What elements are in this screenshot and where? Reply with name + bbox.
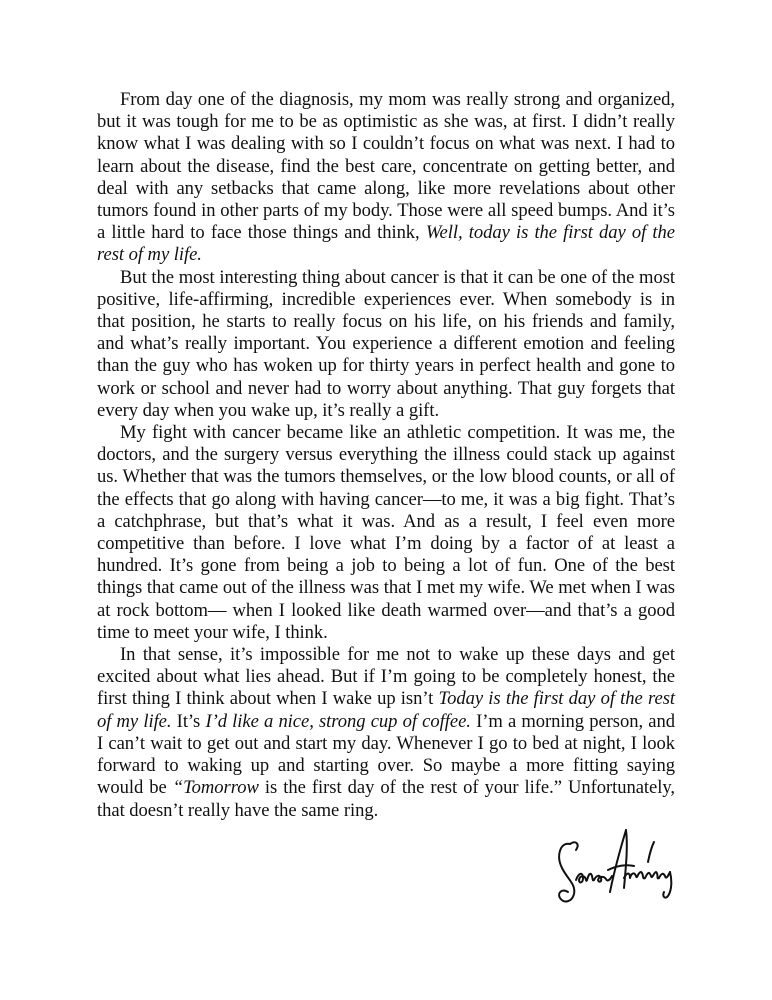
paragraph-4-italic-a: Today is the first day of the rest of my life. <box>97 688 675 732</box>
paragraph-2-text: But the most interesting thing about cancer is that it can be one of the most positive, life-affirming, incredible experiences ever. When somebody is in that position, he starts to really focus on his life, on his friends and family, and what’s really important. You experience a different emotion and feeling than the guy who has woken up for thirty years in perfect health and gone to work or school and never had to worry about anything. That guy forgets that every day when you wake up, it’s really a gift. <box>97 266 675 421</box>
paragraph-1-italic: Well, today is the first day of the rest of my life. <box>97 222 675 266</box>
paragraph-3-text: My fight with cancer became like an athletic competition. It was me, the doctors, and the surgery versus everything the illness could stack up against us. Whether that was the tumors themselves, or the low blood counts, or all of the effects that go along with having cancer—to me, it was a big fight. That’s a catchphrase, but that’s what it was. And as a result, I feel even more competitive than before. I love what I’m doing by a factor of at least a hundred. It’s gone from being a job to being a lot of fun. One of the best things that came out of the illness was that I met my wife. We met when I was at rock bottom— when I looked like death warmed over—and that’s a good time to meet your wife, I think. <box>97 422 675 643</box>
signature-drawing <box>552 822 678 908</box>
handwritten-signature <box>552 822 678 908</box>
paragraph-2 <box>97 267 675 422</box>
paragraph-3 <box>97 422 675 644</box>
paragraph-4-italic-c: “Tomorrow <box>172 777 259 799</box>
paragraph-4 <box>97 644 675 822</box>
paragraph-4-italic-b: I’d like a nice, strong cup of coffee. <box>205 710 471 732</box>
paragraph-4-text-c: I’m a morning person, and I can’t wait to get out and start my day. Whenever I go to bed at night, I look forward to waking up and starting over. So maybe a more fitting saying would be <box>97 710 675 799</box>
paragraph-4-text-b: It’s <box>171 710 206 732</box>
paragraph-4-text-a: In that sense, it’s impossible for me not to wake up these days and get excited about what lies ahead. But if I’m going to be completely honest, the first thing I think about when I wake up isn’t <box>97 644 675 710</box>
document-body <box>97 89 675 822</box>
paragraph-1-text: From day one of the diagnosis, my mom was really strong and organized, but it was tough for me to be as optimistic as she was, at first. I didn’t really know what I was dealing with so I couldn’t focus on what was next. I had to learn about the disease, find the best care, concentrate on getting better, and deal with any setbacks that came along, like more revelations about other tumors found in other parts of my body. Those were all speed bumps. And it’s a little hard to face those things and think, <box>97 89 675 244</box>
paragraph-1 <box>97 89 675 267</box>
paragraph-4-text-d: is the first day of the rest of your life.” Unfortunately, that doesn’t really have the same ring. <box>97 777 675 821</box>
